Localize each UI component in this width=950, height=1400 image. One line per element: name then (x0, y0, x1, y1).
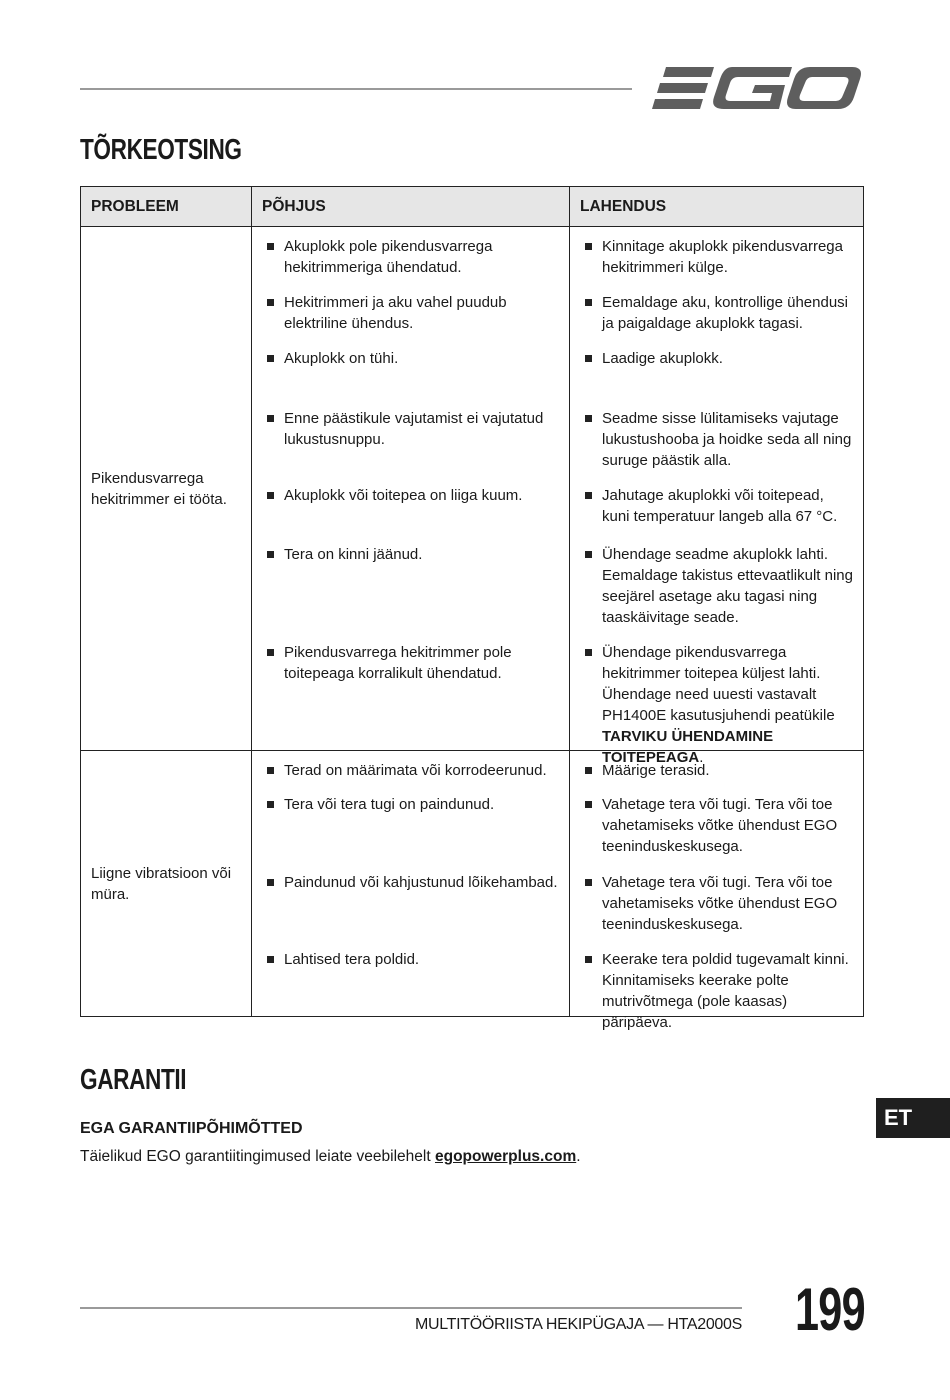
bullet-icon (267, 415, 274, 422)
warranty-title: GARANTII (80, 1064, 187, 1096)
bullet-icon (585, 243, 592, 250)
header-cause: PÕHJUS (252, 187, 570, 227)
solution-cell (570, 227, 864, 766)
list-item-text: Ühendage pikendusvarrega hekitrimmer toitepea küljest lahti. Ühendage need uuesti vastavalt PH1400E kasutusjuhendi peatükile TARVIKU ÜHENDAMINE TOITEPEAGA. (602, 644, 835, 766)
bullet-icon (267, 879, 274, 886)
ego-logo (652, 62, 862, 114)
bullet-icon (267, 243, 274, 250)
bullet-icon (585, 551, 592, 558)
list-item: Lahtised tera poldid. (264, 949, 559, 1016)
table-row (81, 227, 864, 751)
list-item: Tera on kinni jäänud. (264, 544, 559, 642)
bullet-icon (585, 299, 592, 306)
problem-cell: Pikendusvarrega hekitrimmer ei tööta. (81, 227, 252, 751)
cause-cell (252, 227, 570, 751)
list-item: Akuplokk pole pikendusvarrega hekitrimmeriga ühendatud. (264, 236, 559, 292)
list-item: Hekitrimmeri ja aku vahel puudub elektriline ühendus. (264, 292, 559, 348)
warranty-text: Täielikud EGO garantiitingimused leiate veebilehelt egopowerplus.com. (80, 1148, 581, 1165)
list-item: Kinnitage akuplokk pikendusvarrega hekitrimmeri külge. (582, 236, 853, 292)
list-item: Pikendusvarrega hekitrimmer pole toitepeaga korralikult ühendatud. (264, 642, 559, 750)
list-item (582, 642, 853, 766)
warranty-subtitle: EGA GARANTIIPÕHIMÕTTED (80, 1120, 303, 1137)
header-solution: LAHENDUS (570, 187, 864, 227)
bullet-icon (585, 879, 592, 886)
list-item: Jahutage akuplokki või toitepead, kuni temperatuur langeb alla 67 °C. (582, 485, 853, 544)
cause-cell (252, 751, 570, 1017)
bullet-icon (267, 299, 274, 306)
bullet-icon (267, 649, 274, 656)
section-reference: TARVIKU ÜHENDAMINE TOITEPEAGA (602, 728, 774, 766)
bullet-icon (585, 415, 592, 422)
website-link[interactable]: egopowerplus.com (434, 1148, 577, 1165)
bullet-icon (585, 801, 592, 808)
table-header-row (81, 187, 864, 227)
header-rule (80, 88, 632, 90)
bullet-icon (585, 492, 592, 499)
list-item: Vahetage tera või tugi. Tera või toe vahetamiseks võtke ühendust EGO teeninduskeskusega. (582, 794, 853, 872)
bullet-icon (267, 551, 274, 558)
list-item: Eemaldage aku, kontrollige ühendusi ja paigaldage akuplokk tagasi. (582, 292, 853, 348)
troubleshooting-title: TÕRKEOTSING (80, 134, 242, 166)
list-item: Terad on määrimata või korrodeerunud. (264, 760, 559, 794)
footer-rule (80, 1307, 742, 1309)
bullet-icon (585, 355, 592, 362)
list-item: Paindunud või kahjustunud lõikehambad. (264, 872, 559, 949)
list-item: Seadme sisse lülitamiseks vajutage lukustushooba ja hoidke seda all ning suruge päästik alla. (582, 408, 853, 485)
bullet-icon (267, 801, 274, 808)
list-item: Määrige terasid. (582, 760, 853, 794)
list-item: Tera või tera tugi on paindunud. (264, 794, 559, 872)
list-item: Vahetage tera või tugi. Tera või toe vahetamiseks võtke ühendust EGO teeninduskeskusega. (582, 872, 853, 949)
bullet-icon (267, 492, 274, 499)
bullet-icon (585, 649, 592, 656)
page-number: 199 (795, 1276, 865, 1343)
language-tab: ET (876, 1098, 950, 1138)
troubleshooting-table (80, 186, 864, 1031)
list-item: Laadige akuplokk. (582, 348, 853, 408)
bullet-icon (267, 767, 274, 774)
header-problem: PROBLEEM (81, 187, 252, 227)
list-item: Enne päästikule vajutamist ei vajutatud lukustusnuppu. (264, 408, 559, 485)
list-item: Akuplokk on tühi. (264, 348, 559, 408)
problem-cell: Liigne vibratsioon või müra. (81, 751, 252, 1017)
list-item: Akuplokk või toitepea on liiga kuum. (264, 485, 559, 544)
table-row (81, 751, 864, 1017)
list-item: Keerake tera poldid tugevamalt kinni. Kinnitamiseks keerake polte mutrivõtmega (pole kaasas) päripäeva. (582, 949, 853, 1016)
list-item: Ühendage seadme akuplokk lahti. Eemaldage takistus ettevaatlikult ning seejärel asetage aku tagasi ning taaskäivitage seade. (582, 544, 853, 642)
bullet-icon (585, 956, 592, 963)
solution-cell (570, 751, 864, 1031)
bullet-icon (585, 767, 592, 774)
footer-text: MULTITÖÖRIISTA HEKIPÜGAJA — HTA2000S (414, 1316, 742, 1333)
bullet-icon (267, 956, 274, 963)
bullet-icon (267, 355, 274, 362)
